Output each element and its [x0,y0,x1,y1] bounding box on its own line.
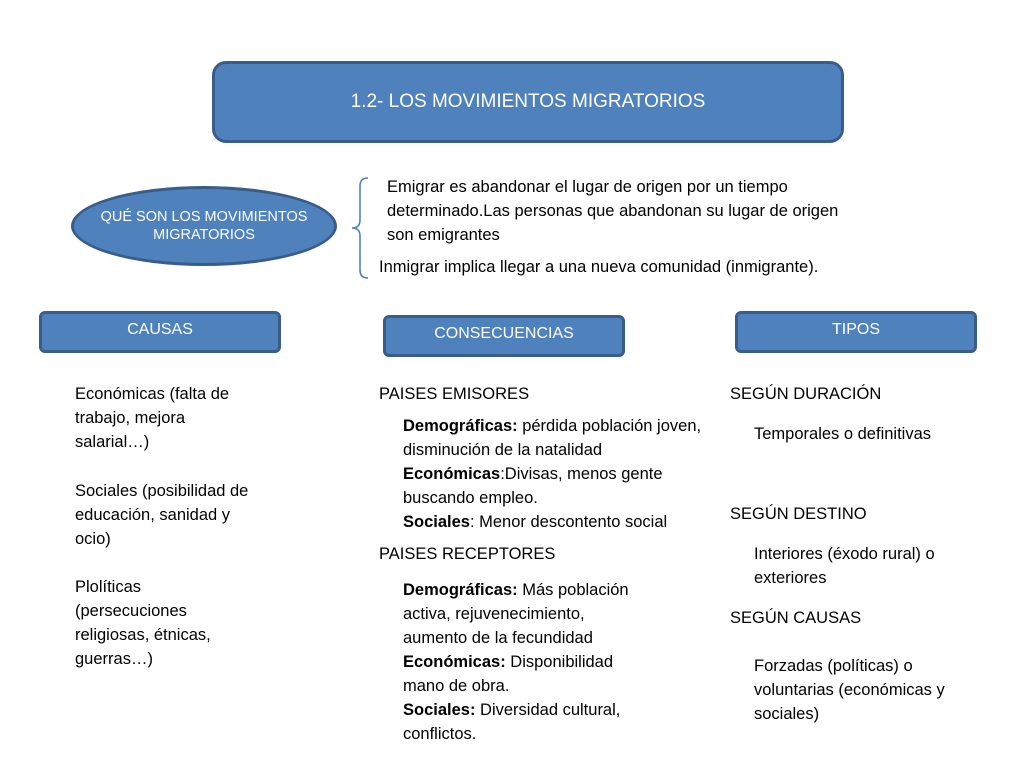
emisores-heading: PAISES EMISORES [379,385,530,403]
duracion-text: Temporales o definitivas [754,425,932,443]
definition-ellipse [71,186,337,266]
receptores-soc-text: Diversidad cultural, conflictos. [403,701,621,743]
emigrar-text: Emigrar es abandonar el lugar de origen por un tiempo determinado.Las personas que abandonan su lugar de origen son emigrantes [387,178,839,244]
consecuencias-label: CONSECUENCIAS [434,325,574,342]
causas-tipo-heading: SEGÚN CAUSAS [730,609,862,627]
receptores-econ-text: Disponibilidad mano de obra. [403,653,614,695]
emisores-demo-text: pérdida población joven, disminución de la natalidad [403,417,702,459]
causa-politicas: Plolíticas (persecuciones religiosas, étnicas, guerras…) [75,578,211,668]
destino-heading: SEGÚN DESTINO [730,505,867,523]
tipos-label: TIPOS [831,321,880,338]
emisores-soc-label: Sociales [403,513,470,531]
causas-box [39,311,281,353]
emisores-econ-label: Económicas [403,465,501,483]
tipos-box [735,311,977,353]
receptores-block [403,578,638,746]
receptores-demo-label: Demográficas: [403,581,518,599]
definition-label: QUÉ SON LOS MOVIMIENTOS MIGRATORIOS [100,209,308,243]
causa-economicas: Económicas (falta de trabajo, mejora salarial…) [75,385,230,451]
emisores-soc-text: : Menor descontento social [469,513,668,531]
duracion-heading: SEGÚN DURACIÓN [730,385,882,403]
causa-sociales: Sociales (posibilidad de educación, sanidad y ocio) [75,482,249,548]
causas-tipo-text: Forzadas (políticas) o voluntarias (económicas y sociales) [754,657,945,723]
receptores-econ-label: Económicas: [403,653,506,671]
emisores-demo-label: Demográficas: [403,417,518,435]
page-title-text: 1.2- LOS MOVIMIENTOS MIGRATORIOS [350,91,706,112]
page-title [212,61,844,143]
receptores-heading: PAISES RECEPTORES [379,545,556,563]
destino-text: Interiores (éxodo rural) o exteriores [754,545,935,587]
consecuencias-box [383,315,625,357]
causas-label: CAUSAS [127,321,193,338]
emisores-econ-text: :Divisas, menos gente buscando empleo. [403,465,663,507]
definition-bracket [350,176,370,280]
receptores-soc-label: Sociales: [403,701,476,719]
emisores-block [403,414,703,534]
inmigrar-text: Inmigrar implica llegar a una nueva comunidad (inmigrante). [379,258,819,276]
receptores-demo-text: Más población activa, rejuvenecimiento, aumento de la fecundidad [403,581,629,647]
